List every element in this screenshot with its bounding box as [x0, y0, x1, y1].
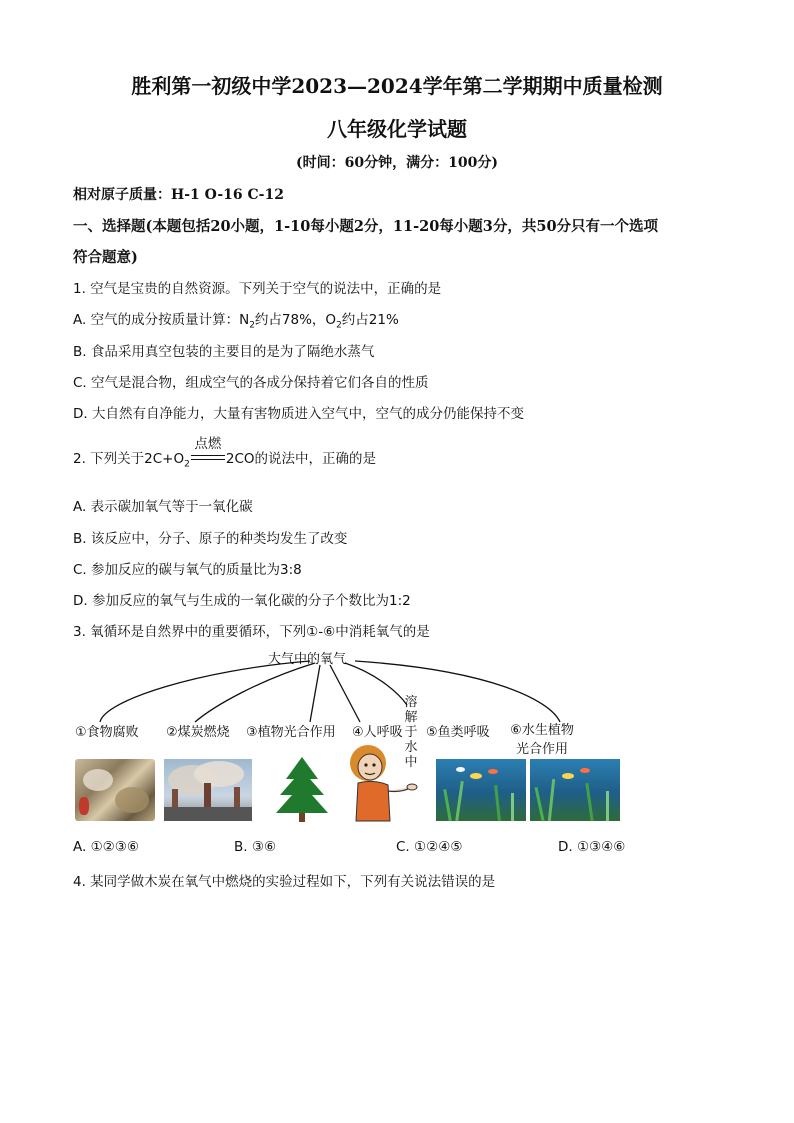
tree-image	[272, 755, 332, 823]
question-2-stem	[73, 436, 377, 470]
reaction-condition	[191, 436, 225, 466]
reaction-equals-sign	[191, 455, 225, 460]
food-decay-image	[75, 759, 155, 821]
reaction-condition-label: 点燃	[194, 436, 222, 452]
atmosphere-oxygen-label: 大气中的氧气	[268, 652, 347, 667]
section-heading-cont: 符合题意)	[73, 249, 138, 266]
question-1-option-b: B. 食品采用真空包装的主要目的是为了隔绝水蒸气	[73, 344, 375, 360]
q1-a-sub-2: 2	[336, 320, 342, 331]
page-subtitle: 八年级化学试题	[327, 117, 467, 141]
q1-a-text-3: 约占21%	[341, 312, 399, 328]
aquatic-plant-image	[530, 759, 620, 821]
question-2-option-a: A. 表示碳加氧气等于一氧化碳	[73, 499, 253, 515]
question-2-option-d: D. 参加反应的氧气与生成的一氧化碳的分子个数比为1:2	[73, 593, 411, 609]
question-3-option-a: A. ①②③⑥	[73, 839, 139, 855]
item-plant-photosynthesis: ③植物光合作用	[246, 725, 336, 740]
item-human-respiration: ④人呼吸	[352, 725, 403, 740]
question-1-option-a	[73, 308, 399, 331]
exam-info: (时间：60分钟，满分：100分)	[296, 155, 498, 171]
item-aquatic-photosynthesis: ⑥水生植物光合作用	[510, 723, 574, 757]
q2-stem-post: 2CO的说法中，正确的是	[225, 451, 377, 467]
atomic-mass: 相对原子质量：H-1 O-16 C-12	[73, 187, 284, 203]
question-4-stem: 4. 某同学做木炭在氧气中燃烧的实验过程如下，下列有关说法错误的是	[73, 874, 496, 890]
q1-a-sub-1: 2	[249, 320, 255, 331]
section-heading: 一、选择题(本题包括20小题，1-10每小题2分，11-20每小题3分，共50分只有一个选项	[73, 218, 659, 235]
q1-a-text-2: 约占78%，O	[254, 312, 337, 328]
question-1-option-d: D. 大自然有自净能力，大量有害物质进入空气中，空气的成分仍能保持不变	[73, 406, 524, 422]
question-3-stem: 3. 氧循环是自然界中的重要循环，下列①-⑥中消耗氧气的是	[73, 624, 430, 640]
fish-tank-image	[436, 759, 526, 821]
item-fish-respiration: ⑤鱼类呼吸	[426, 725, 490, 740]
dissolve-in-water-label: 溶解于水中	[404, 695, 418, 770]
person-image	[346, 741, 418, 827]
question-2-option-c: C. 参加反应的碳与氧气的质量比为3:8	[73, 562, 302, 578]
coal-burning-image	[164, 759, 252, 821]
q1-a-text-1: A. 空气的成分按质量计算：N	[73, 312, 250, 328]
question-1-stem: 1. 空气是宝贵的自然资源。下列关于空气的说法中，正确的是	[73, 281, 442, 297]
oxygen-cycle-diagram	[60, 645, 640, 830]
q2-stem-sub: 2	[184, 459, 190, 470]
page-title: 胜利第一初级中学2023—2024学年第二学期期中质量检测	[131, 74, 663, 98]
q2-stem-pre: 2. 下列关于2C+O	[73, 451, 185, 467]
question-1-option-c: C. 空气是混合物，组成空气的各成分保持着它们各自的性质	[73, 375, 429, 391]
question-3-option-d: D. ①③④⑥	[558, 839, 626, 855]
question-3-option-c: C. ①②④⑤	[396, 839, 463, 855]
question-3-option-b: B. ③⑥	[234, 839, 277, 855]
question-2-option-b: B. 该反应中，分子、原子的种类均发生了改变	[73, 531, 348, 547]
item-coal-burning: ②煤炭燃烧	[166, 725, 230, 740]
item-food-decay: ①食物腐败	[75, 725, 139, 740]
